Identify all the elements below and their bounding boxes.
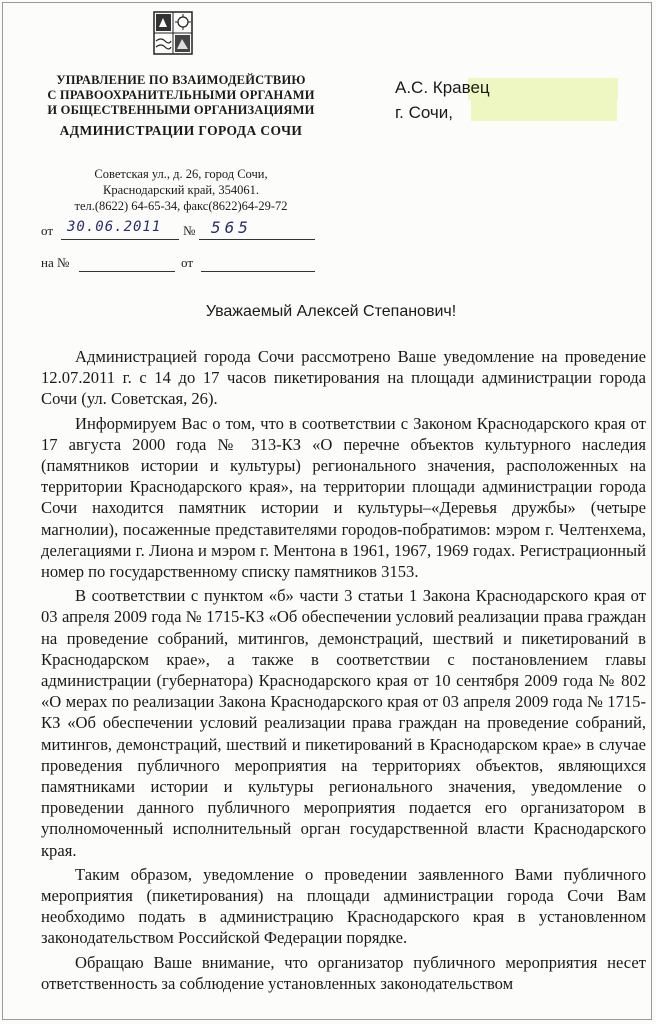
address-line: тел.(8622) 64-65-34, факс(8622)64-29-72 — [74, 199, 288, 213]
reference-to-row — [41, 255, 331, 275]
ref-to-date-line — [201, 255, 315, 272]
sochi-city-emblem-icon — [153, 11, 193, 55]
letter-body — [41, 346, 646, 994]
address-line: Краснодарский край, 354061. — [103, 183, 259, 197]
letter-page — [2, 2, 652, 1020]
body-paragraph: Обращаю Ваше внимание, что организатор публичного мероприятия несет ответственность за соблюдение установленных законодательством — [41, 952, 646, 993]
ref-date: 30.06.2011 — [67, 219, 162, 235]
ref-to-label: на № — [41, 255, 70, 270]
body-paragraph: Администрацией города Сочи рассмотрено Ваше уведомление на проведение 12.07.2011 г. с 14 до 17 часов пикетирования на площади администрации города Сочи (ул. Советская, 26). — [41, 347, 646, 409]
redaction-highlight — [471, 91, 617, 121]
body-paragraph: Таким образом, уведомление о проведении заявленного Вами публичного мероприятия (пикетирования) на площади администрации города Сочи Вам необходимо подать в администрацию Краснодарского края в установленном законодательством Российской Федерации порядке. — [41, 864, 646, 948]
ref-from-label: от — [41, 223, 54, 238]
body-paragraph: В соответствии с пунктом «б» части 3 статьи 1 Закона Краснодарского края от 03 апреля 2009 года № 1715-КЗ «Об обеспечении условий реализации права граждан на проведение собраний, митингов, демонстраций, шествий и пикетирований в Краснодарском крае», а также в соответствии с постановлением главы администрации (губернатора) Краснодарского края от 10 сентября 2009 года № 802 «О мерах по реализации Закона Краснодарского края от 03 апреля 2009 года № 1715-КЗ «Об обеспечении условий реализации права граждан на проведение собраний, митингов, демонстраций, шествий и пикетирований в Краснодарском крае» в случае проведения публичного мероприятия на территориях объектов, являющихся памятниками истории и культуры регионального значения, уведомление о проведении данного публичного мероприятия подается его организатором в уполномоченный исполнительный орган государственной власти Краснодарского края. — [41, 586, 646, 860]
greeting: Уважаемый Алексей Степанович! — [205, 303, 457, 320]
address-line: Советская ул., д. 26, город Сочи, — [94, 167, 268, 181]
ref-to-from-label: от — [181, 255, 194, 270]
org-line: УПРАВЛЕНИЕ ПО ВЗАИМОДЕЙСТВИЮ — [56, 73, 306, 87]
organization-name — [25, 73, 337, 138]
recipient-name: А.С. Кравец — [395, 78, 490, 97]
ref-number: 565 — [211, 218, 252, 237]
recipient-block — [395, 75, 490, 125]
ref-no-label: № — [183, 223, 196, 238]
ref-to-number-line — [79, 255, 175, 272]
org-line: И ОБЩЕСТВЕННЫМИ ОРГАНИЗАЦИЯМИ — [47, 103, 315, 117]
body-paragraph: Информируем Вас о том, что в соответствии с Законом Краснодарского края от 17 августа 2000 года № 313-КЗ «О перечне объектов культурного наследия (памятников истории и культуры) регионального значения, расположенных на территории Краснодарского края», на территории площади администрации города Сочи находится памятник истории и культуры–«Деревья дружбы» (четыре магнолии), посаженные представителями городов-побратимов: мэром г. Челтенхема, делегациями г. Лиона и мэром г. Ментона в 1961, 1967, 1969 годах. Регистрационный номер по государственному списку памятников 3153. — [41, 413, 646, 582]
organization-address — [25, 166, 337, 214]
org-line: АДМИНИСТРАЦИИ ГОРОДА СОЧИ — [59, 123, 303, 138]
org-line: С ПРАВООХРАНИТЕЛЬНЫМИ ОРГАНАМИ — [47, 88, 315, 102]
recipient-city: г. Сочи, — [395, 103, 454, 122]
reference-row — [41, 218, 331, 243]
